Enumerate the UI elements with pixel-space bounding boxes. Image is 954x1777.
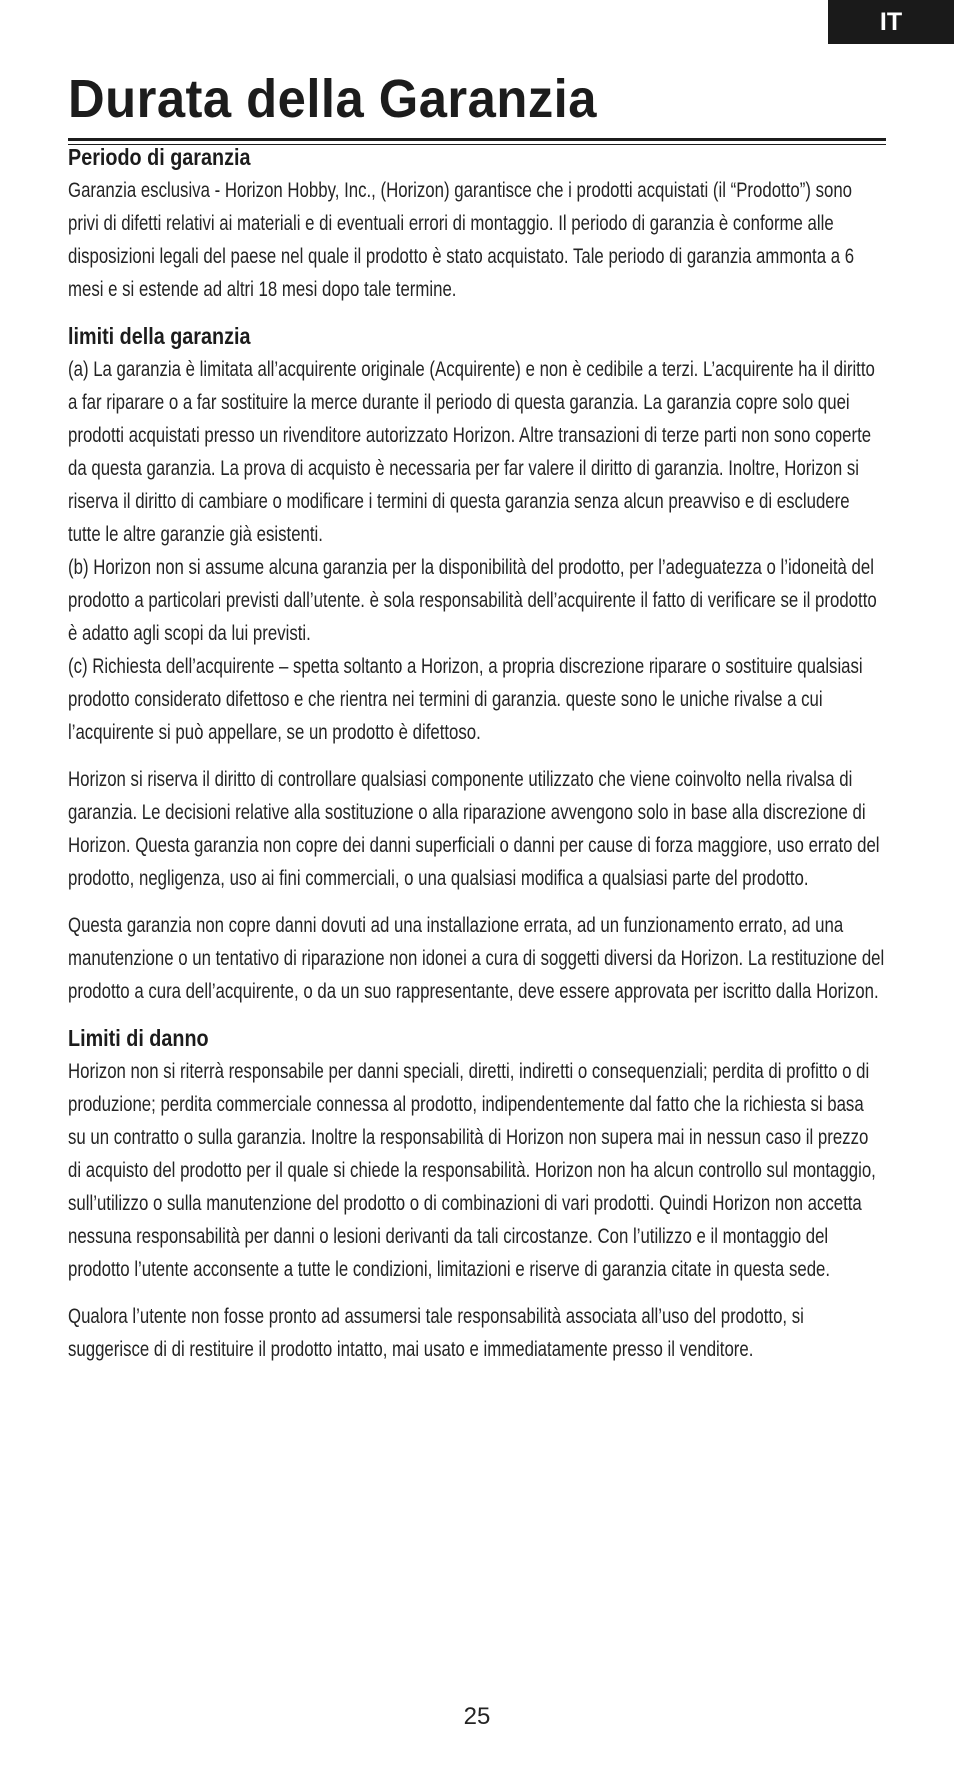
page-title: Durata della Garanzia xyxy=(68,69,597,129)
document-body xyxy=(68,141,886,1366)
page-number: 25 xyxy=(463,1703,491,1730)
section-warranty-limits xyxy=(68,320,886,1008)
section-heading: Limiti di danno xyxy=(68,1025,209,1051)
language-tab: IT xyxy=(828,0,954,44)
paragraph: Questa garanzia non copre danni dovuti ad una installazione errata, ad un funzionamento errato, ad una manutenzione o un tentativo di riparazione non idonei a cura di soggetti diversi da Horizon. La restituzione del prodotto a cura dell’acquirente, o da un suo rappresentante, deve essere approvata per iscritto dalla Horizon. xyxy=(68,914,885,1003)
section-warranty-period xyxy=(68,141,886,306)
paragraph: (a) La garanzia è limitata all’acquirente originale (Acquirente) e non è cedibile a terzi. L’acquirente ha il diritto a far riparare o a far sostituire la merce durante il periodo di questa garanzia. La garanzia copre solo quei prodotti acquistati presso un rivenditore autorizzato Horizon. Altre transazioni di terze parti non sono coperte da questa garanzia. La prova di acquisto è necessaria per far valere il diritto di garanzia. Inoltre, Horizon si riserva il diritto di cambiare o modificare i termini di questa garanzia senza alcun preavviso e di escludere tutte le altre garanzie già esistenti. xyxy=(68,358,875,546)
section-heading: limiti della garanzia xyxy=(68,323,251,349)
paragraph: Horizon si riserva il diritto di controllare qualsiasi componente utilizzato che viene coinvolto nella rivalsa di garanzia. Le decisioni relative alla sostituzione o alla riparazione avvengono solo in base alla discrezione di Horizon. Questa garanzia non copre dei danni superficiali o danni per cause di forza maggiore, uso errato del prodotto, negligenza, uso ai fini commerciali, o una qualsiasi modifica a qualsiasi parte del prodotto. xyxy=(68,768,880,890)
paragraph: Horizon non si riterrà responsabile per danni speciali, diretti, indiretti o consequenziali; perdita di profitto o di produzione; perdita commerciale connessa al prodotto, indipendentemente dal fatto che la richiesta si basa su un contratto o sulla garanzia. Inoltre la responsabilità di Horizon non supera mai in nessun caso il prezzo di acquisto del prodotto per il quale si chiede la responsabilità. Horizon non ha alcun controllo sul montaggio, sull’utilizzo o sulla manutenzione del prodotto o di combinazioni di vari prodotti. Quindi Horizon non accetta nessuna responsabilità per danni o lesioni derivanti da tali circostanze. Con l’utilizzo e il montaggio del prodotto l’utente acconsente a tutte le condizioni, limitazioni e riserve di garanzia citate in questa sede. xyxy=(68,1060,876,1281)
paragraph: (b) Horizon non si assume alcuna garanzia per la disponibilità del prodotto, per l’adeguatezza o l’idoneità del prodotto a particolari previsti dall’utente. è sola responsabilità dell’acquirente il fatto di verificare se il prodotto è adatto agli scopi da lui previsti. xyxy=(68,556,877,645)
paragraph: Qualora l’utente non fosse pronto ad assumersi tale responsabilità associata all’uso del prodotto, si suggerisce di di restituire il prodotto intatto, mai usato e immediatamente presso il venditore. xyxy=(68,1305,804,1361)
paragraph: (c) Richiesta dell’acquirente – spetta soltanto a Horizon, a propria discrezione riparare o sostituire qualsiasi prodotto considerato difettoso e che rientra nei termini di garanzia. queste sono le uniche rivalse a cui l’acquirente si può appellare, se un prodotto è difettoso. xyxy=(68,655,863,744)
paragraph: Garanzia esclusiva - Horizon Hobby, Inc., (Horizon) garantisce che i prodotti acquistati (il “Prodotto”) sono privi di difetti relativi ai materiali e di eventuali errori di montaggio. Il periodo di garanzia è conforme alle disposizioni legali del paese nel quale il prodotto è stato acquistato. Tale periodo di garanzia ammonta a 6 mesi e si estende ad altri 18 mesi dopo tale termine. xyxy=(68,179,855,301)
section-damage-limits xyxy=(68,1022,886,1366)
section-heading: Periodo di garanzia xyxy=(68,144,251,170)
